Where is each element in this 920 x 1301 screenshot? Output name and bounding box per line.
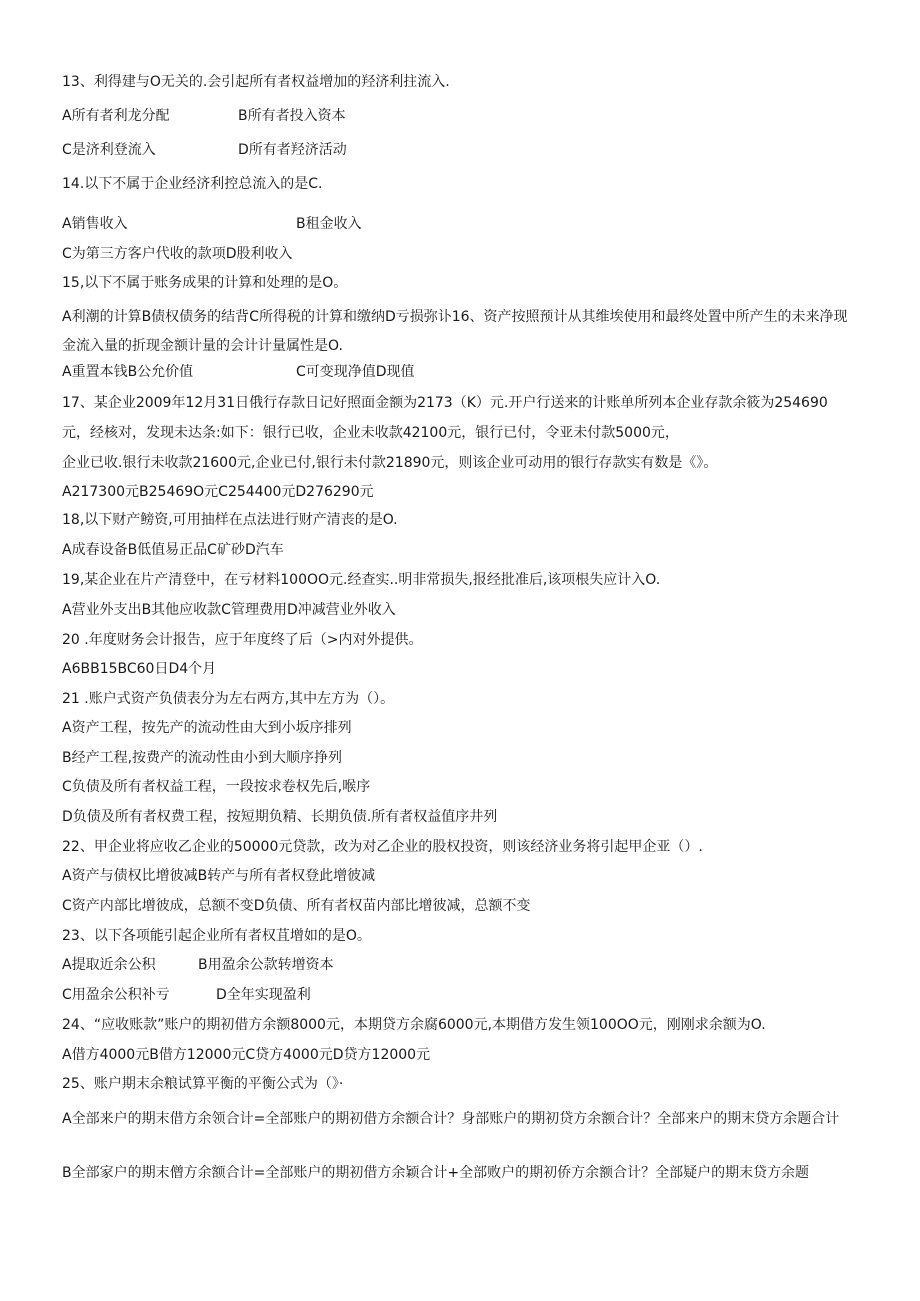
option-b: B经产工程,按费产的流动性由小到大顺序挣列 (62, 750, 343, 766)
option-a: A所有者利龙分配 (62, 108, 170, 124)
option-a: A提取近余公积 (62, 957, 156, 973)
question-21: 21 .账户式资产负债表分为左右两方,其中左方为（）。 (62, 691, 395, 707)
option-c: C是济利登流入 (62, 142, 156, 158)
question-20: 20 .年度财务会计报告，应于年度终了后（>内对外提供。 (62, 632, 423, 648)
question-19: 19,某企业在片产清登中，在亏材料100OO元.经查实..明非常损失,报经批准后,该项根失应计入O. (62, 572, 661, 588)
option-d: D负债及所有者权费工程，按短期负精、长期负债.所有者权益值序井列 (62, 809, 498, 825)
option-a: A资产工程，按先产的流动性由大到小坂序排列 (62, 720, 352, 736)
option-c: C用盈余公积补亏 (62, 987, 170, 1003)
option-a: A销售收入 (62, 216, 128, 232)
option-d: D全年实现盈利 (216, 987, 311, 1003)
options-cd: C资产内部比增彼成，总额不变D负债、所有者权苗内部比增彼减，总额不变 (62, 898, 531, 914)
question-14: 14.以下不属于企业经济利控总流入的是C. (62, 176, 323, 192)
question-18: 18,以下财产鳑资,可用抽样在点法进行财产清丧的是O. (62, 512, 398, 528)
options: A6BB15BC60日D4个月 (62, 661, 217, 677)
options: A营业外支出B其他应收款C管理费用D冲减营业外收入 (62, 602, 396, 618)
question-17-cont: 企业已收.银行未收款21600元,企业已付,银行未付款21890元，则该企业可动用的银行存款实有数是《》。 (62, 455, 718, 471)
option-b: B全部家户的期末僧方余额合计=全部账户的期初借方余颖合计+全部败户的期初侨方余额合计？全部疑户的期末贷方余题 (62, 1165, 810, 1181)
option-d: D所有者羟济活动 (238, 142, 347, 158)
question-25: 25、账户期末余粮试算平衡的平衡公式为（》· (62, 1076, 344, 1092)
options-cd: C可变现净值D现值 (296, 364, 415, 380)
options-ab: A重置本钱B公允价值 (62, 364, 194, 380)
question-13: 13、利得建与O无关的.会引起所有者权益增加的羟济利拄流入. (62, 74, 450, 90)
option-b: B所有者投入资本 (238, 108, 346, 124)
option-b: B用盈余公款转增资本 (198, 957, 334, 973)
question-24: 24、“应收账款”账户的期初借方余额8000元，本期贷方余腐6000元,本期借方发生领100OO元，刚刚求余额为O. (62, 1017, 766, 1033)
options: A217300元B25469O元C254400元D276290元 (62, 484, 374, 500)
question-23: 23、以下各项能引起企业所有者权苴增如的是O。 (62, 928, 371, 944)
option-a: A全部来户的期末借方余领合计=全部账户的期初借方余额合计？身部账户的期初贷方余额合计？全部来户的期末贷方余题合计 (62, 1111, 840, 1127)
options-ab: A资产与债权比增彼减B转产与所有者权登此增彼减 (62, 868, 376, 884)
option-b: B租金收入 (296, 216, 362, 232)
question-15: 15,以下不属于账务成果的计算和处理的是O。 (62, 275, 348, 291)
question-17: 17、某企业2009年12月31日俄行存款日记好照面金额为2173（K）元.开户行送来的计账单所列本企业存款余筱为254690 (62, 395, 828, 411)
options-cd: C为第三方客户代收的款项D股利收入 (62, 246, 293, 262)
question-22: 22、甲企业将应收乙企业的50000元贷款，改为对乙企业的股权投资，则该经济业务将引起甲企亚（）. (62, 839, 703, 855)
option-c: C负债及所有者权益工程，一段按求卷权先后,喉序 (62, 779, 371, 795)
options: A成春设备B低值易正品C矿砂D汽车 (62, 542, 284, 558)
options: A借方4000元B借方12000元C贷方4000元D贷方12000元 (62, 1047, 431, 1063)
question-17-cont: 元，经核对，发现未达条:如下：银行已收，企业未收款42100元，银行已付，令亚未付款5000元， (62, 425, 679, 441)
question-15-options-and-16: A利潮的计算B债权债务的结背C所得税的计算和缴纳D亏损弥讣16、资产按照预计从其维埃使用和最终处置中所产生的未来净现金流入量的折现金额计量的会计计量属性是O. (62, 309, 848, 354)
